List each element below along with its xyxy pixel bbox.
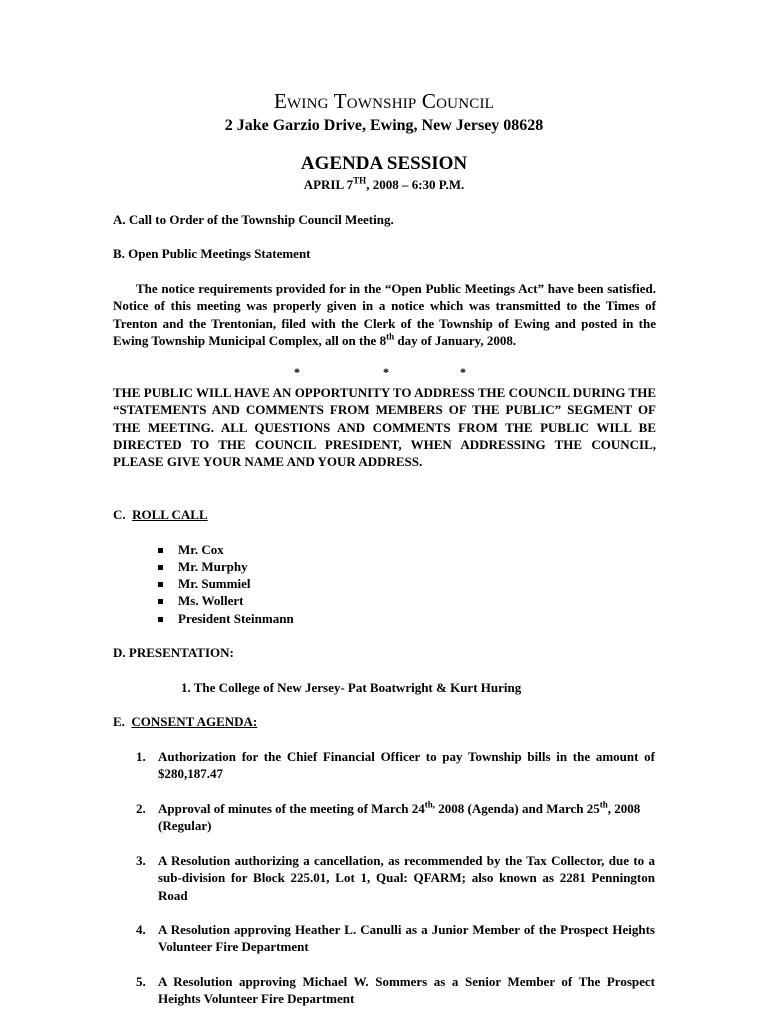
- bullet-square-icon: [158, 548, 163, 553]
- consent-item-number: 1.: [136, 749, 146, 764]
- bullet-square-icon: [158, 582, 163, 587]
- consent-item-number: 3.: [136, 853, 146, 868]
- roll-call-item: Mr. Summiel: [158, 575, 250, 592]
- consent-item-4: A Resolution approving Heather L. Canulli as a Junior Member of the Prospect Heights Volunteer Fire Department: [158, 922, 655, 955]
- roll-call-item: President Steinmann: [158, 610, 294, 627]
- consent-item-3: A Resolution authorizing a cancellation, as recommended by the Tax Collector, due to a sub-division for Block 225.01, Lot 1, Qual: QFARM; also known as 2281 Pennington Road: [158, 853, 655, 903]
- section-c-heading: C. ROLL CALL: [113, 507, 208, 522]
- public-notice-paragraph: THE PUBLIC WILL HAVE AN OPPORTUNITY TO ADDRESS THE COUNCIL DURING THE “STATEMENTS AND COMMENTS FROM MEMBERS OF THE PUBLIC” SEGMENT OF THE MEETING. ALL QUESTIONS AND COMMENTS FROM THE PUBLIC WILL BE DIRECTED TO THE COUNCIL PRESIDENT, WHEN ADDRESSING THE COUNCIL, PLEASE GIVE YOUR NAME AND YOUR ADDRESS.: [113, 385, 656, 470]
- section-d-heading: D. PRESENTATION:: [113, 645, 234, 660]
- bullet-square-icon: [158, 599, 163, 604]
- separator-star: *: [383, 365, 389, 379]
- roll-call-item: Mr. Murphy: [158, 558, 248, 575]
- council-title: Ewing Township Council: [274, 89, 494, 113]
- presentation-item: 1. The College of New Jersey- Pat Boatwright & Kurt Huring: [181, 680, 522, 695]
- section-a-heading: A. Call to Order of the Township Council Meeting.: [113, 212, 394, 227]
- consent-item-number: 4.: [136, 922, 146, 937]
- consent-item-1: Authorization for the Chief Financial Officer to pay Township bills in the amount of $280,187.47: [158, 749, 655, 782]
- separator-star: *: [460, 365, 466, 379]
- agenda-date: APRIL 7TH, 2008 – 6:30 P.M.: [303, 175, 465, 192]
- council-address: 2 Jake Garzio Drive, Ewing, New Jersey 08628: [224, 117, 544, 134]
- separator-star: *: [294, 365, 300, 379]
- consent-item-number: 2.: [136, 801, 146, 816]
- roll-call-item: Mr. Cox: [158, 541, 224, 558]
- consent-item-2: Approval of minutes of the meeting of March $24^{th,}$ 2008 (Agenda) and March 25th, 2008 (Regular): [158, 799, 641, 834]
- roll-call-item: Ms. Wollert: [158, 592, 243, 609]
- meetings-statement-paragraph: The notice requirements provided for in the “Open Public Meetings Act” have been satisfied. Notice of this meeting was properly given in a notice which was transmitted to the Times of Trenton and the Trentonian, filed with the Clerk of the Township of Ewing and posted in the Ewing Township Municipal Complex, all on the 8th day of January, 2008.: [113, 281, 656, 348]
- bullet-square-icon: [158, 617, 163, 622]
- agenda-title: AGENDA SESSION: [300, 153, 468, 174]
- bullet-square-icon: [158, 565, 163, 570]
- section-b-heading: B. Open Public Meetings Statement: [113, 246, 311, 261]
- section-e-heading: E. CONSENT AGENDA:: [113, 714, 258, 729]
- consent-item-number: 5.: [136, 974, 146, 989]
- consent-item-5: A Resolution approving Michael W. Sommers as a Senior Member of The Prospect Heights Volunteer Fire Department: [158, 974, 655, 1007]
